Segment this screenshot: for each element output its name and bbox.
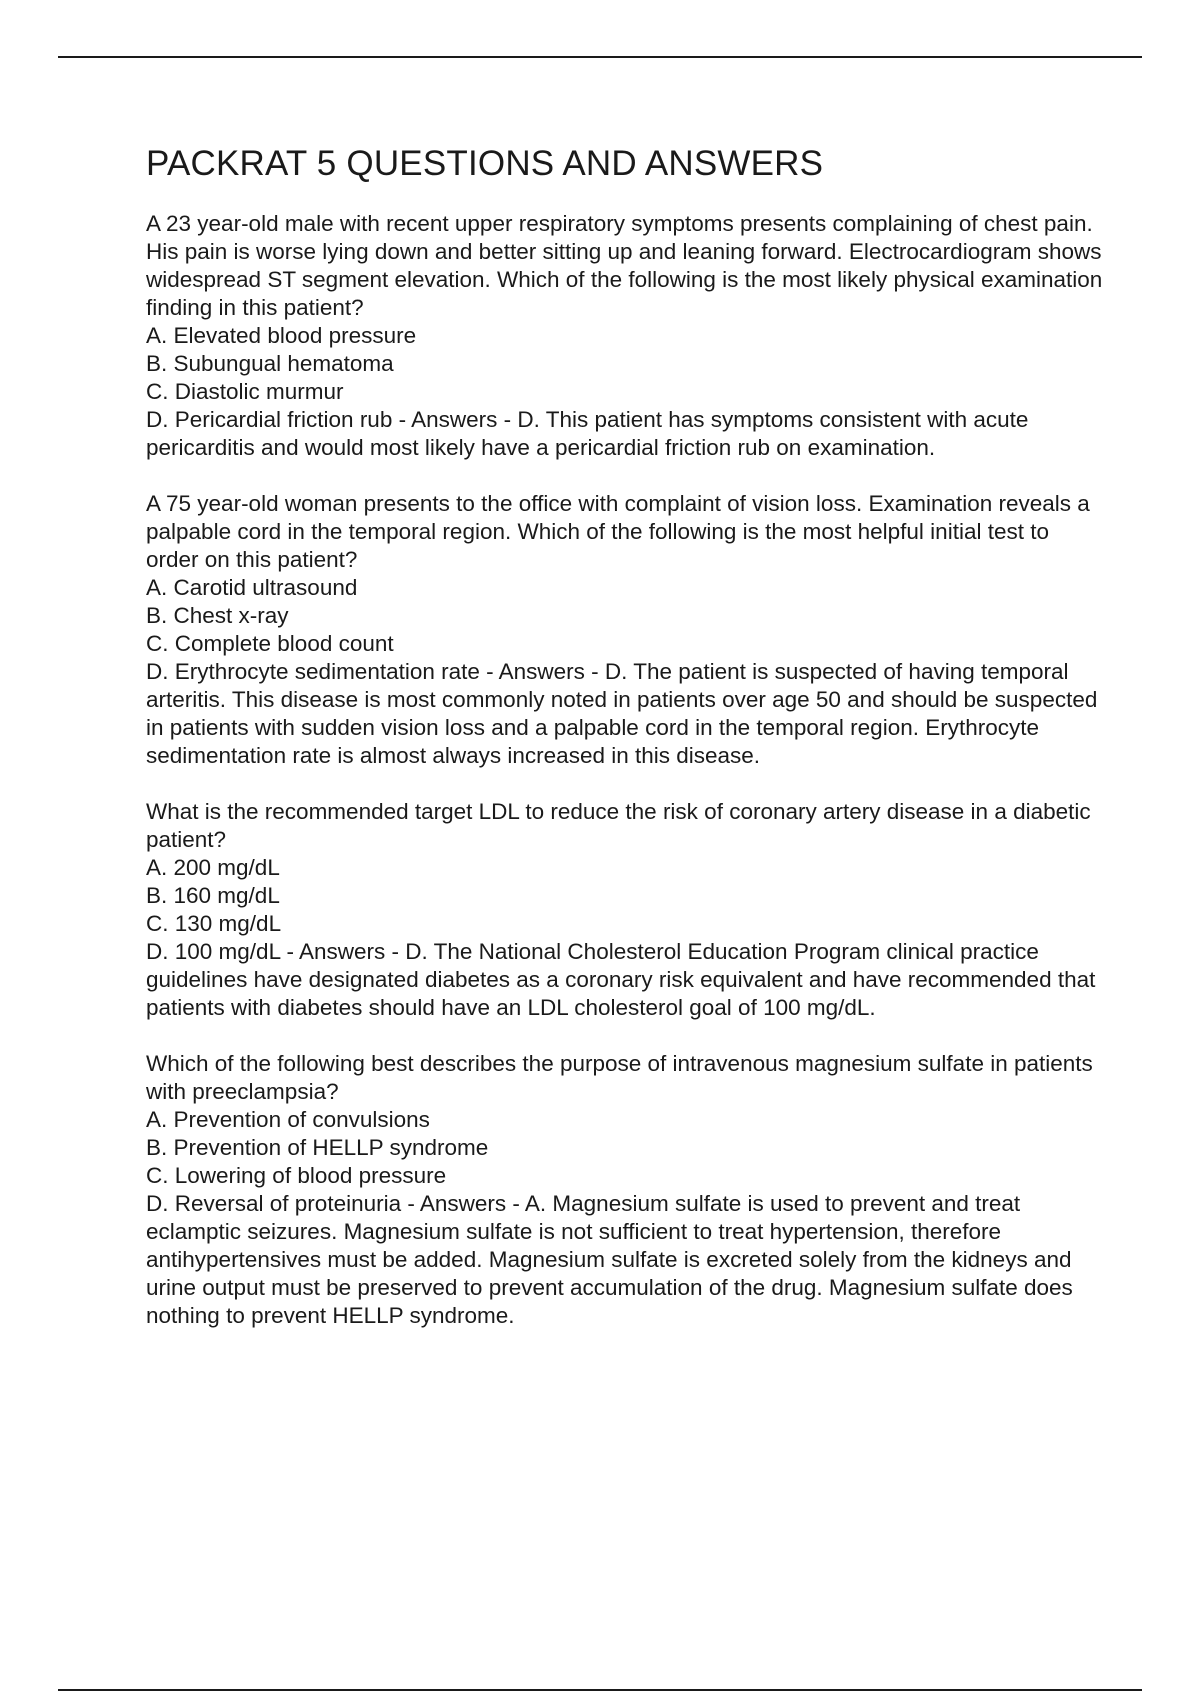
- document-body: [146, 140, 1106, 1358]
- option-a: A. 200 mg/dL: [146, 855, 280, 880]
- question-stem: A 23 year-old male with recent upper respiratory symptoms presents complaining of chest pain. His pain is worse lying down and better sitting up and leaning forward. Electrocardiogram shows widespread ST segment elevation. Which of the following is the most likely physical examination finding in this patient?: [146, 211, 1103, 320]
- option-b: B. Chest x-ray: [146, 603, 289, 628]
- page-title: PACKRAT 5 QUESTIONS AND ANSWERS: [146, 144, 824, 183]
- question-block-4: [146, 1050, 1106, 1330]
- question-block-2: [146, 490, 1106, 770]
- option-b: B. Prevention of HELLP syndrome: [146, 1135, 489, 1160]
- question-stem: Which of the following best describes the purpose of intravenous magnesium sulfate in patients with preeclampsia?: [146, 1051, 1093, 1104]
- header-divider: [58, 56, 1142, 58]
- option-d-answer: D. 100 mg/dL - Answers - D. The National Cholesterol Education Program clinical practice guidelines have designated diabetes as a coronary risk equivalent and have recommended that patients with diabetes should have an LDL cholesterol goal of 100 mg/dL.: [146, 939, 1096, 1020]
- option-c: C. Diastolic murmur: [146, 379, 344, 404]
- option-c: C. Lowering of blood pressure: [146, 1163, 447, 1188]
- option-d-answer: D. Erythrocyte sedimentation rate - Answers - D. The patient is suspected of having temporal arteritis. This disease is most commonly noted in patients over age 50 and should be suspected in patients with sudden vision loss and a palpable cord in the temporal region. Erythrocyte sedimentation rate is almost always increased in this disease.: [146, 659, 1098, 768]
- footer-divider: [58, 1689, 1142, 1691]
- question-block-3: [146, 798, 1106, 1022]
- question-stem: A 75 year-old woman presents to the office with complaint of vision loss. Examination reveals a palpable cord in the temporal region. Which of the following is the most helpful initial test to order on this patient?: [146, 491, 1090, 572]
- option-b: B. Subungual hematoma: [146, 351, 394, 376]
- option-d-answer: D. Reversal of proteinuria - Answers - A. Magnesium sulfate is used to prevent and treat eclamptic seizures. Magnesium sulfate is not sufficient to treat hypertension, therefore antihypertensives must be added. Magnesium sulfate is excreted solely from the kidneys and urine output must be preserved to prevent accumulation of the drug. Magnesium sulfate does nothing to prevent HELLP syndrome.: [146, 1191, 1073, 1328]
- option-a: A. Prevention of convulsions: [146, 1107, 430, 1132]
- question-block-1: [146, 210, 1106, 462]
- option-d-answer: D. Pericardial friction rub - Answers - D. This patient has symptoms consistent with acute pericarditis and would most likely have a pericardial friction rub on examination.: [146, 407, 1029, 460]
- option-c: C. 130 mg/dL: [146, 911, 282, 936]
- option-b: B. 160 mg/dL: [146, 883, 280, 908]
- option-c: C. Complete blood count: [146, 631, 394, 656]
- option-a: A. Elevated blood pressure: [146, 323, 417, 348]
- question-stem: What is the recommended target LDL to reduce the risk of coronary artery disease in a diabetic patient?: [146, 799, 1091, 852]
- option-a: A. Carotid ultrasound: [146, 575, 358, 600]
